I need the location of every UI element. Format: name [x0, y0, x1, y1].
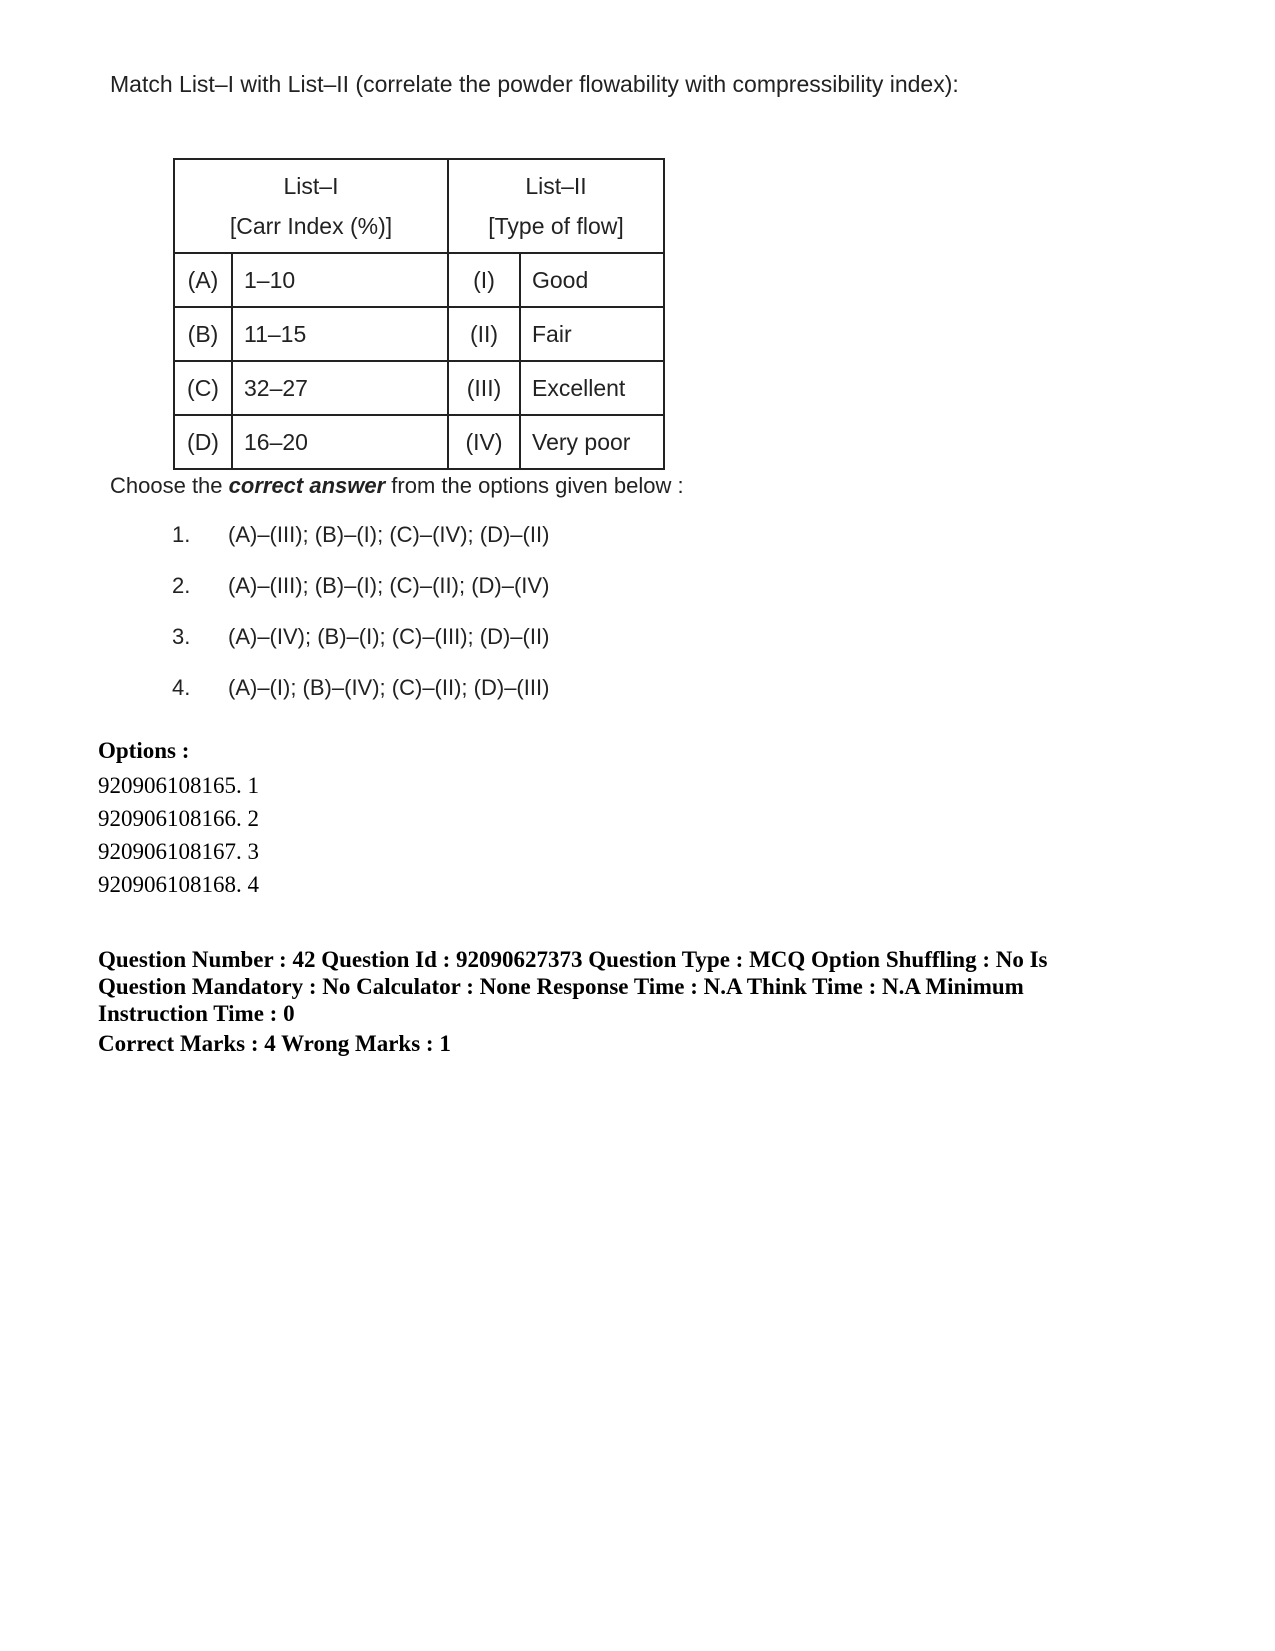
- choose-emphasis: correct answer: [228, 473, 386, 498]
- answer-choice: [172, 624, 549, 675]
- list2-value: Very poor: [520, 415, 664, 469]
- answer-number: 3.: [172, 624, 191, 649]
- list2-title: List–II: [525, 173, 587, 199]
- answer-text: (A)–(III); (B)–(I); (C)–(IV); (D)–(II): [228, 522, 550, 547]
- list1-label: (C): [174, 361, 232, 415]
- choose-prefix: Choose the: [110, 473, 229, 498]
- list1-subtitle: [Carr Index (%)]: [229, 213, 393, 239]
- list1-label: (B): [174, 307, 232, 361]
- table-row: [174, 415, 664, 469]
- match-table: [173, 158, 665, 470]
- list2-label: (IV): [448, 415, 520, 469]
- option-item: 920906108165. 1: [98, 773, 259, 798]
- table-header-row: [174, 159, 664, 253]
- question-image: [110, 70, 1010, 700]
- list2-label: (III): [448, 361, 520, 415]
- answer-choice: [172, 675, 549, 726]
- marks-info: Correct Marks : 4 Wrong Marks : 1: [98, 1031, 451, 1056]
- list2-label: (II): [448, 307, 520, 361]
- option-item: 920906108166. 2: [98, 806, 259, 831]
- answer-number: 1.: [172, 522, 191, 547]
- choose-suffix: from the options given below :: [385, 473, 684, 498]
- answer-choices: [172, 522, 549, 726]
- list1-value: 11–15: [232, 307, 448, 361]
- answer-choice: [172, 573, 549, 624]
- question-stem: Match List–I with List–II (correlate the powder flowability with compressibility index):: [110, 71, 959, 97]
- list2-value: Excellent: [520, 361, 664, 415]
- list2-value: Good: [520, 253, 664, 307]
- list2-value: Fair: [520, 307, 664, 361]
- question-info: Question Number : 42 Question Id : 92090627373 Question Type : MCQ Option Shuffling : No Is Question Mandatory : No Calculator : None Response Time : N.A Think Time : N.A Minimum Instruction Time : 0: [98, 947, 1048, 1026]
- answer-text: (A)–(III); (B)–(I); (C)–(II); (D)–(IV): [228, 573, 550, 598]
- answer-number: 4.: [172, 675, 191, 700]
- table-row: [174, 361, 664, 415]
- list2-label: (I): [448, 253, 520, 307]
- option-item: 920906108167. 3: [98, 839, 259, 864]
- list1-label: (D): [174, 415, 232, 469]
- list1-title: List–I: [283, 173, 339, 199]
- option-item: 920906108168. 4: [98, 872, 259, 897]
- list1-value: 1–10: [232, 253, 448, 307]
- answer-text: (A)–(IV); (B)–(I); (C)–(III); (D)–(II): [228, 624, 550, 649]
- list1-header: [174, 159, 448, 253]
- answer-text: (A)–(I); (B)–(IV); (C)–(II); (D)–(III): [228, 675, 550, 700]
- list1-value: 16–20: [232, 415, 448, 469]
- list1-value: 32–27: [232, 361, 448, 415]
- table-row: [174, 253, 664, 307]
- answer-choice: [172, 522, 549, 573]
- table-row: [174, 307, 664, 361]
- answer-number: 2.: [172, 573, 191, 598]
- list2-subtitle: [Type of flow]: [488, 213, 624, 239]
- choose-instruction: [110, 473, 684, 499]
- list1-label: (A): [174, 253, 232, 307]
- list2-header: [448, 159, 664, 253]
- options-heading: Options :: [98, 738, 190, 763]
- options-list: [98, 771, 259, 903]
